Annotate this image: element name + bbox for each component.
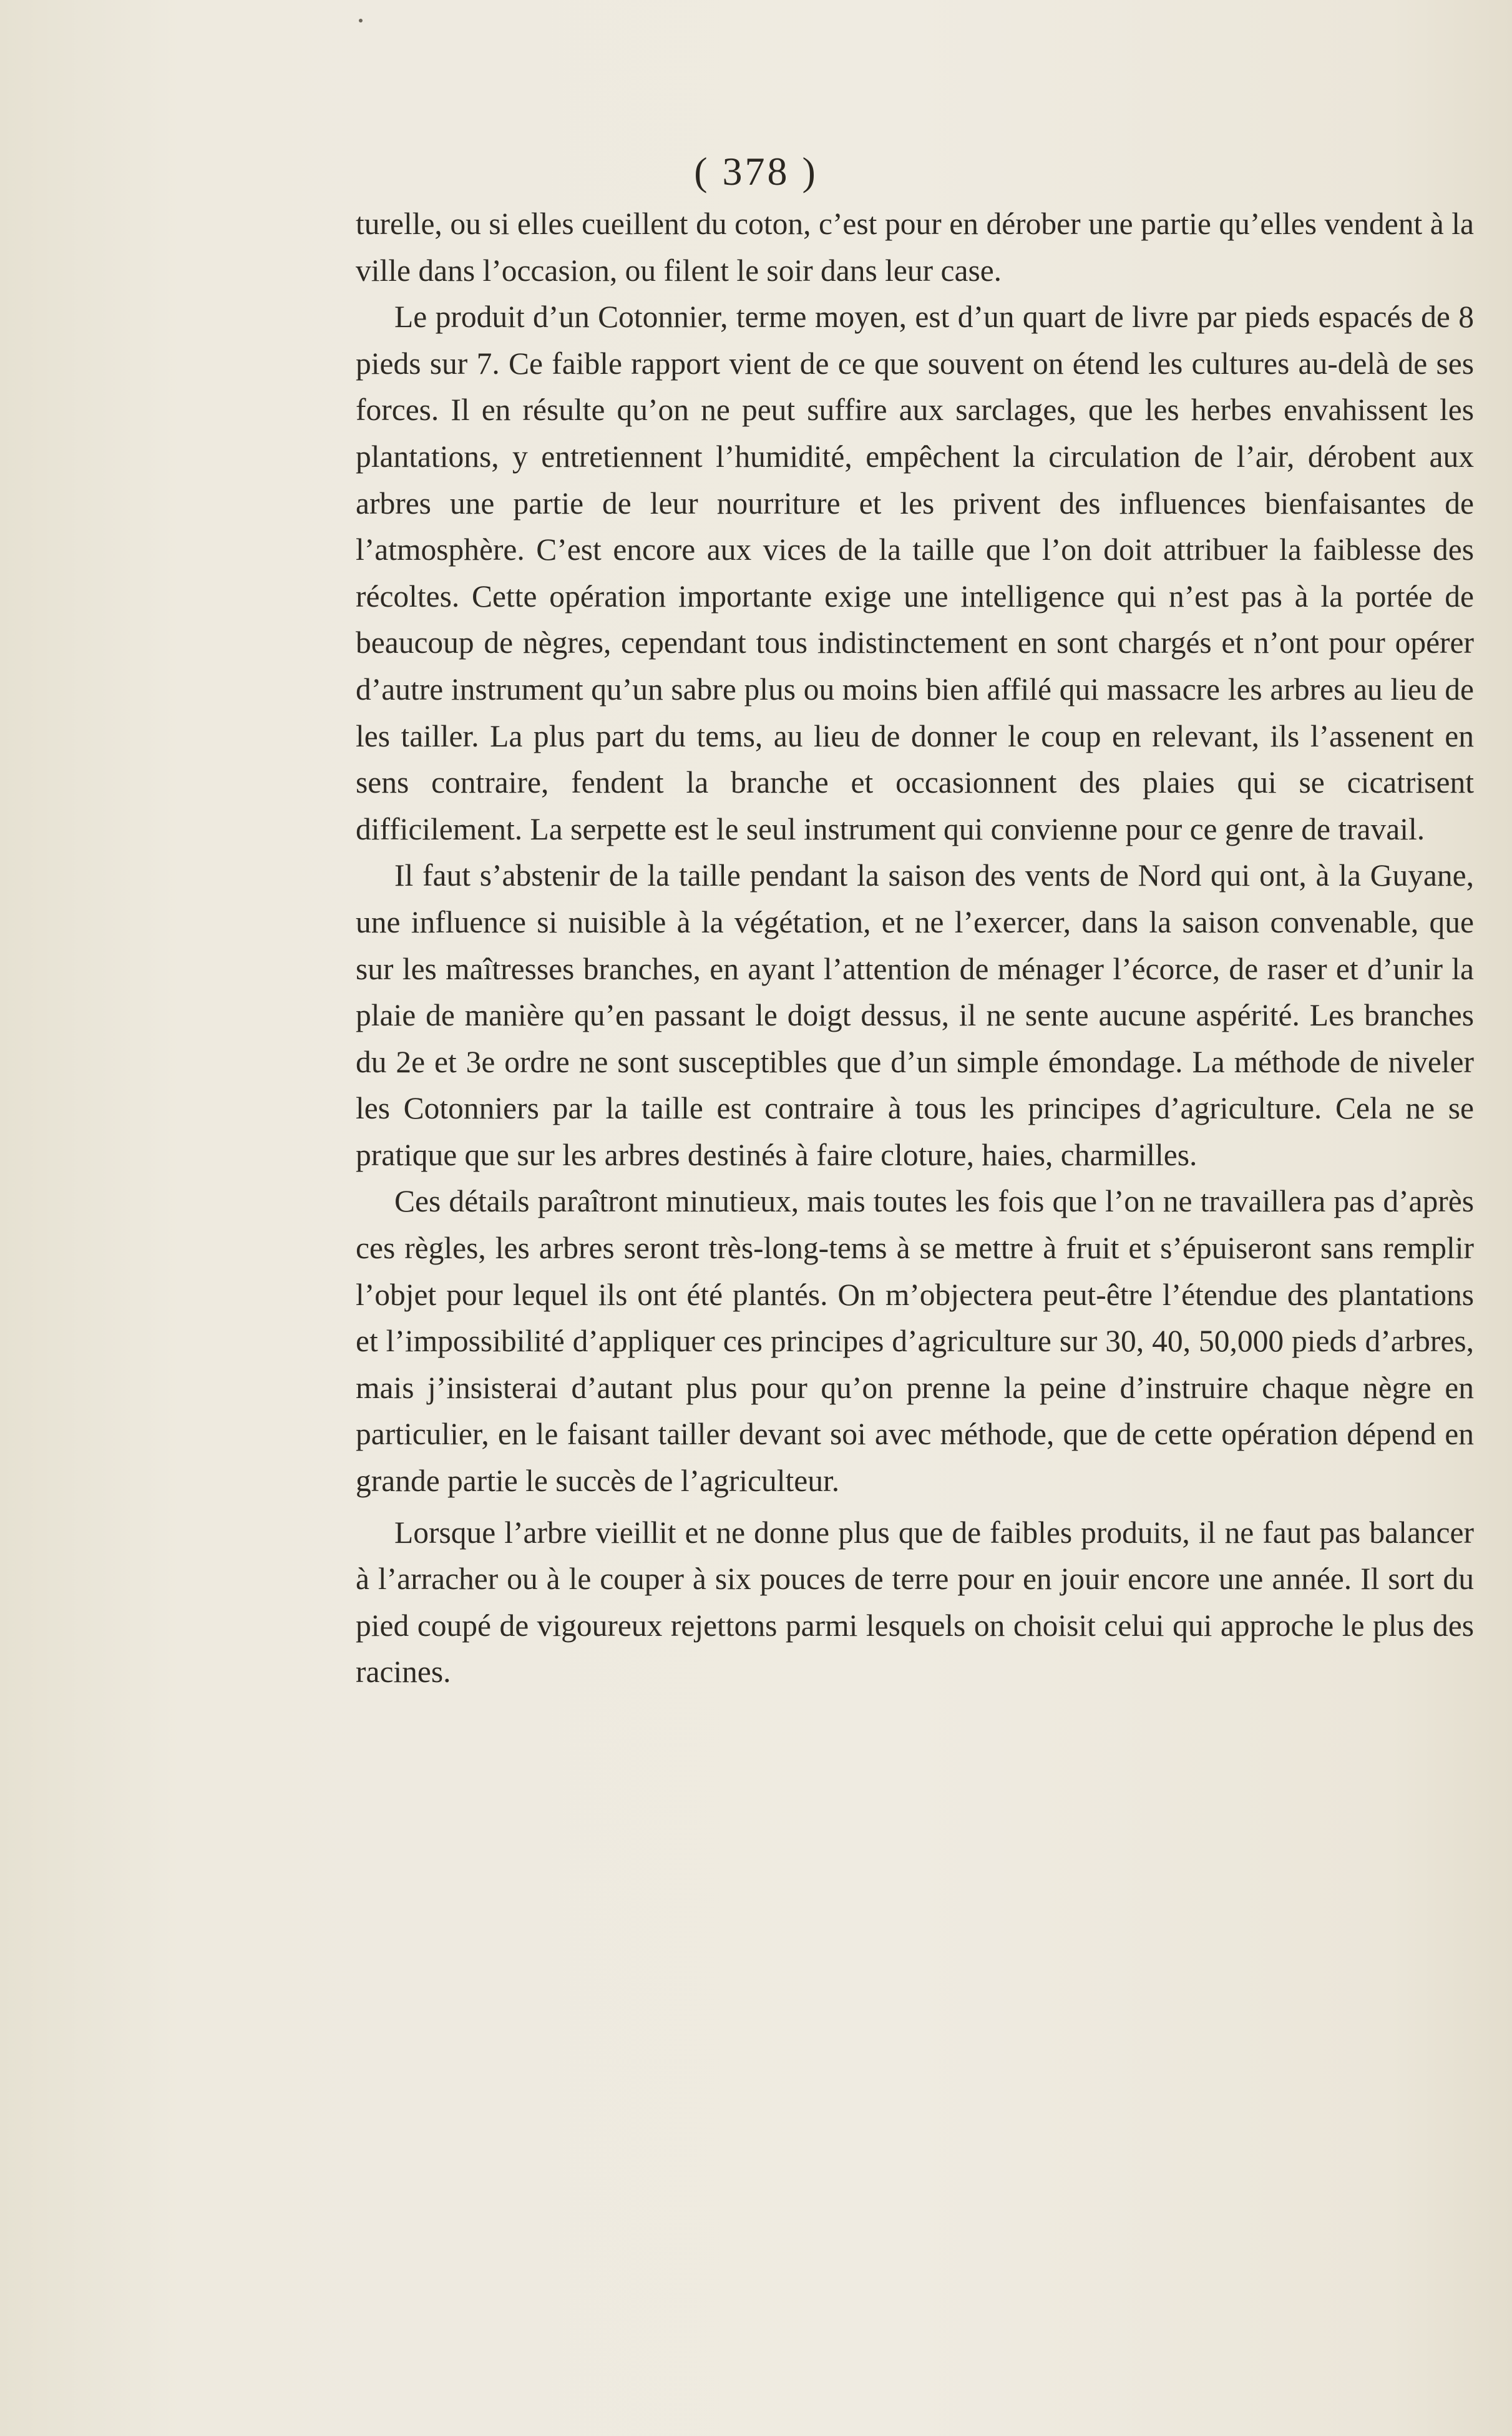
paragraph-2: Le produit d’un Cotonnier, terme moyen, est d’un quart de livre par pieds espacés de 8 pieds sur 7. Ce faible rapport vient de ce que souvent on étend les cultures au-delà de ses forces. Il en résulte qu’on ne peut suffire aux sarclages, que les herbes envahissent les plantations, y entretiennent l’humidité, empêchent la circulation de l’air, dérobent aux arbres une partie de leur nourriture et les privent des influences bienfaisantes de l’atmosphère. C’est encore aux vices de la taille que l’on doit attribuer la faiblesse des récoltes. Cette opération importante exige une intelligence qui n’est pas à la portée de beaucoup de nègres, cependant tous indistinctement en sont chargés et n’ont pour opérer d’autre instrument qu’un sabre plus ou moins bien affilé qui massacre les arbres au lieu de les tailler. La plus part du tems, au lieu de donner le coup en relevant, ils l’assenent en sens contraire, fendent la branche et occasionnent des plaies qui se cicatrisent difficilement. La serpette est le seul instrument qui convienne pour ce genre de travail. bbox=[356, 300, 1474, 846]
paragraph-4: Ces détails paraîtront minutieux, mais toutes les fois que l’on ne travaillera pas d’après ces règles, les arbres seront très-long-tems à se mettre à fruit et s’épuiseront sans remplir l’objet pour lequel ils ont été plantés. On m’objectera peut-être l’étendue des plantations et l’impossibilité d’appliquer ces principes d’agriculture sur 30, 40, 50,000 pieds d’arbres, mais j’insisterai d’autant plus pour qu’on prenne la peine d’instruire chaque nègre en particulier, en le faisant tailler devant soi avec méthode, que de cette opération dépend en grande partie le succès de l’agriculteur. bbox=[356, 1184, 1474, 1499]
body-text bbox=[356, 201, 1474, 1696]
paper-speck bbox=[359, 19, 363, 22]
paragraph-5: Lorsque l’arbre vieillit et ne donne plus que de faibles produits, il ne faut pas balancer à l’arracher ou à le couper à six pouces de terre pour en jouir encore une année. Il sort du pied coupé de vigoureux rejettons parmi lesquels on choisit celui qui approche le plus des racines. bbox=[356, 1515, 1474, 1690]
paragraph-1: turelle, ou si elles cueillent du coton, c’est pour en dérober une partie qu’elles vendent à la ville dans l’occasion, ou filent le soir dans leur case. bbox=[356, 207, 1474, 288]
paragraph-3: Il faut s’abstenir de la taille pendant la saison des vents de Nord qui ont, à la Guyane, une influence si nuisible à la végétation, et ne l’exercer, dans la saison convenable, que sur les maîtresses branches, en ayant l’attention de ménager l’écorce, de raser et d’unir la plaie de manière qu’en passant le doigt dessus, il ne sente aucune aspérité. Les branches du 2e et 3e ordre ne sont susceptibles que d’un simple émondage. La méthode de niveler les Cotonniers par la taille est contraire à tous les principes d’agriculture. Cela ne se pratique que sur les arbres destinés à faire cloture, haies, charmilles. bbox=[356, 858, 1474, 1172]
page-number: ( 378 ) bbox=[694, 149, 818, 193]
